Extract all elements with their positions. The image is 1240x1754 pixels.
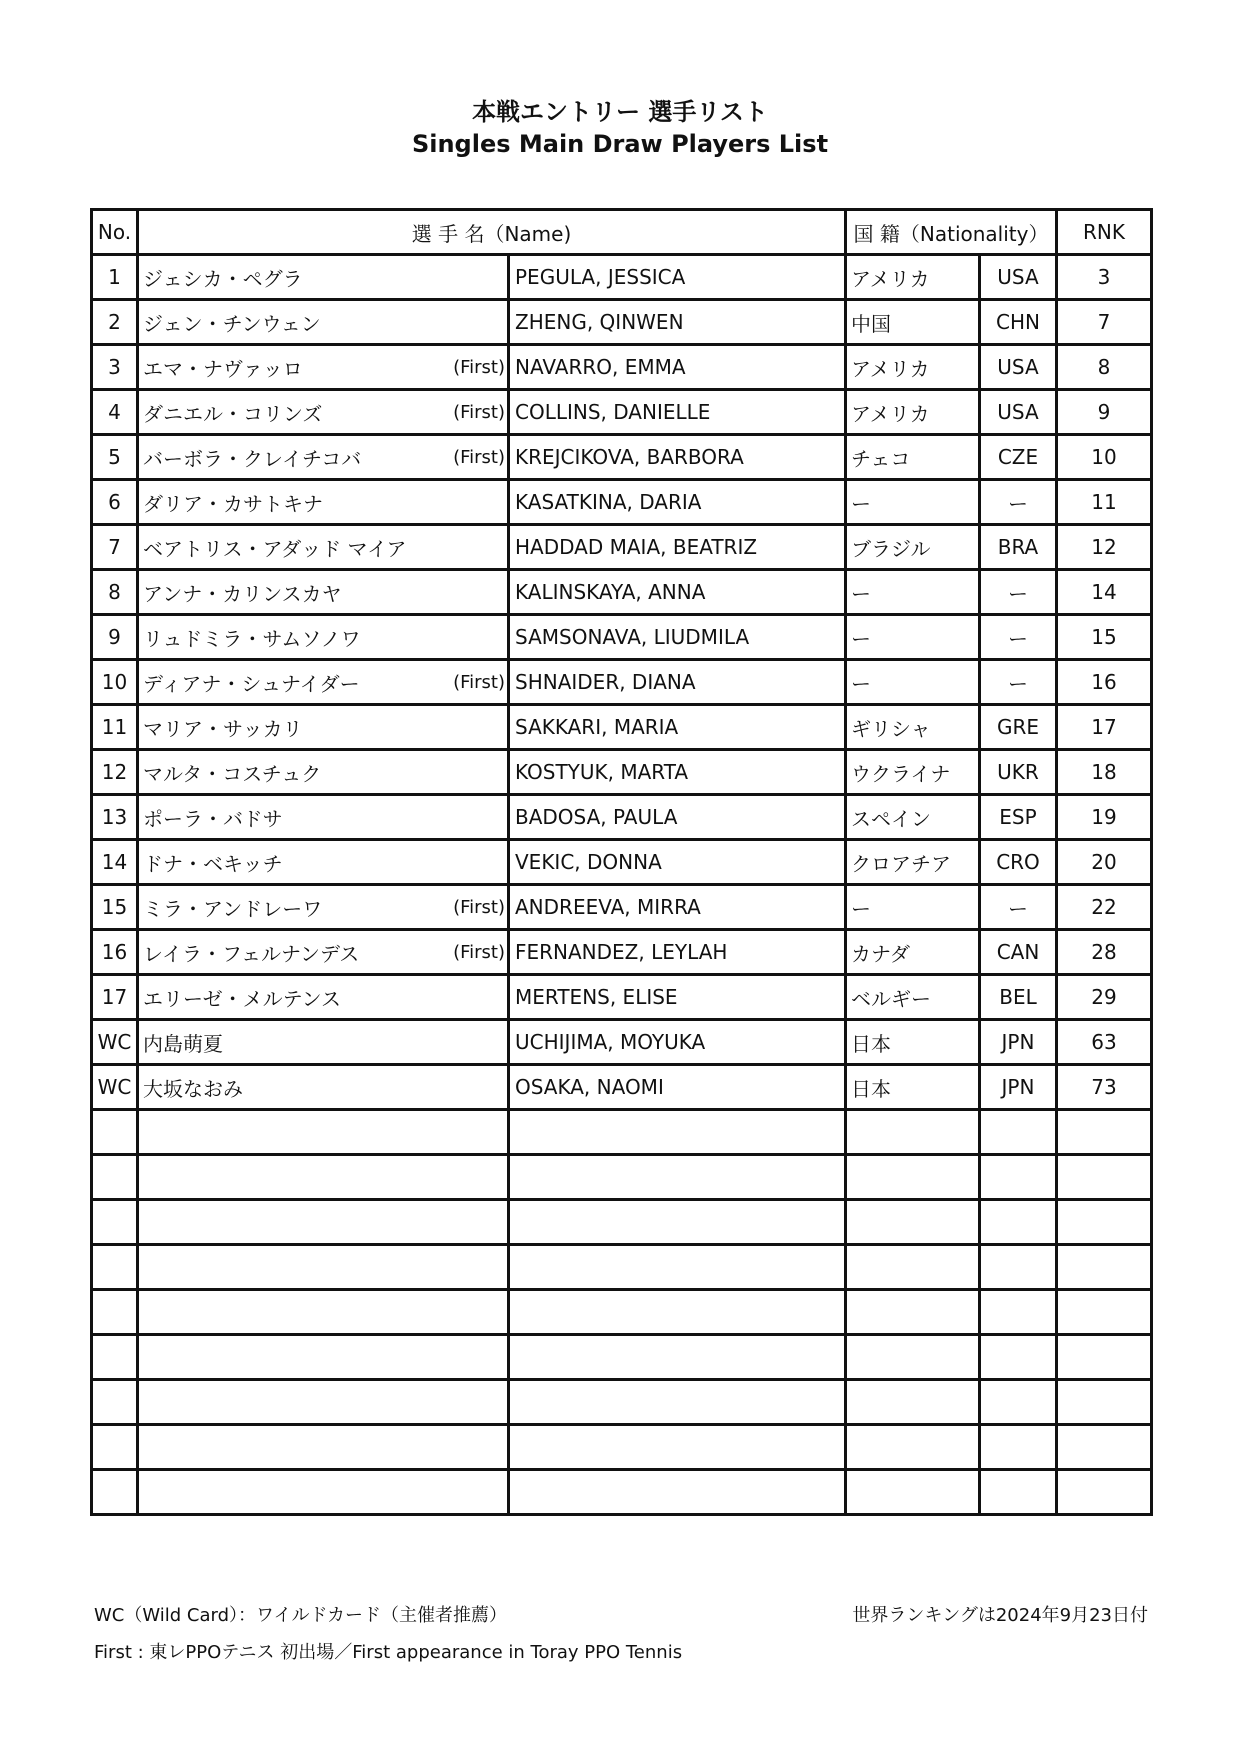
- player-name-jp-cell: [138, 1200, 509, 1245]
- player-name-en: NAVARRO, EMMA: [509, 345, 846, 390]
- player-name-en: [509, 1380, 846, 1425]
- player-name-en: SAMSONAVA, LIUDMILA: [509, 615, 846, 660]
- player-name-jp: アンナ・カリンスカヤ: [143, 581, 342, 606]
- player-rank: 7: [1057, 300, 1152, 345]
- player-name-jp-cell: [138, 1155, 509, 1200]
- player-country-code: [980, 1290, 1057, 1335]
- table-row: [92, 840, 1152, 885]
- player-nationality: ブラジル: [846, 525, 980, 570]
- player-name-jp-cell: [138, 345, 509, 390]
- player-nationality: [846, 1245, 980, 1290]
- table-row: [92, 1020, 1152, 1065]
- player-rank: 3: [1057, 255, 1152, 300]
- player-nationality: ギリシャ: [846, 705, 980, 750]
- player-country-code: ESP: [980, 795, 1057, 840]
- page-title-jp: 本戦エントリー 選手リスト: [472, 98, 768, 126]
- player-rank: 22: [1057, 885, 1152, 930]
- player-country-code: UKR: [980, 750, 1057, 795]
- player-nationality: アメリカ: [846, 390, 980, 435]
- player-no: WC: [92, 1065, 138, 1110]
- table-row: [92, 1425, 1152, 1470]
- player-nationality: アメリカ: [846, 345, 980, 390]
- player-no: 11: [92, 705, 138, 750]
- table-header-row: [92, 210, 1152, 255]
- player-no: WC: [92, 1020, 138, 1065]
- player-country-code: ー: [980, 570, 1057, 615]
- player-no: 12: [92, 750, 138, 795]
- player-name-jp-cell: [138, 390, 509, 435]
- players-table: [90, 208, 1153, 1516]
- player-country-code: [980, 1245, 1057, 1290]
- player-rank: [1057, 1110, 1152, 1155]
- player-nationality: スペイン: [846, 795, 980, 840]
- table-row: [92, 525, 1152, 570]
- player-no: 17: [92, 975, 138, 1020]
- player-rank: [1057, 1380, 1152, 1425]
- player-nationality: [846, 1335, 980, 1380]
- player-name-jp: ディアナ・シュナイダー: [143, 671, 360, 696]
- player-nationality: ー: [846, 660, 980, 705]
- player-name-en: [509, 1155, 846, 1200]
- player-country-code: USA: [980, 390, 1057, 435]
- table-row: [92, 930, 1152, 975]
- player-country-code: JPN: [980, 1020, 1057, 1065]
- player-nationality: [846, 1470, 980, 1515]
- player-name-jp-cell: [138, 480, 509, 525]
- header-nationality: 国 籍（Nationality）: [846, 210, 1057, 255]
- player-country-code: CZE: [980, 435, 1057, 480]
- player-name-jp-cell: [138, 705, 509, 750]
- player-rank: [1057, 1335, 1152, 1380]
- player-country-code: [980, 1425, 1057, 1470]
- player-name-en: VEKIC, DONNA: [509, 840, 846, 885]
- table-row: [92, 390, 1152, 435]
- table-row: [92, 300, 1152, 345]
- player-rank: 20: [1057, 840, 1152, 885]
- player-nationality: カナダ: [846, 930, 980, 975]
- player-rank: 18: [1057, 750, 1152, 795]
- player-country-code: [980, 1380, 1057, 1425]
- player-name-jp-cell: [138, 1020, 509, 1065]
- first-appearance-mark: (First): [453, 401, 505, 423]
- player-country-code: GRE: [980, 705, 1057, 750]
- player-name-jp-cell: [138, 1335, 509, 1380]
- player-name-jp-cell: [138, 300, 509, 345]
- player-rank: 16: [1057, 660, 1152, 705]
- player-nationality: [846, 1200, 980, 1245]
- header-rnk: RNK: [1057, 210, 1152, 255]
- header-no: No.: [92, 210, 138, 255]
- player-rank: 12: [1057, 525, 1152, 570]
- player-nationality: アメリカ: [846, 255, 980, 300]
- player-no: 3: [92, 345, 138, 390]
- page-title-en: Singles Main Draw Players List: [411, 130, 829, 158]
- player-no: [92, 1155, 138, 1200]
- player-nationality: クロアチア: [846, 840, 980, 885]
- player-nationality: ベルギー: [846, 975, 980, 1020]
- player-name-en: ANDREEVA, MIRRA: [509, 885, 846, 930]
- player-name-en: [509, 1200, 846, 1245]
- table-row: [92, 1290, 1152, 1335]
- player-name-jp: エリーゼ・メルテンス: [143, 986, 341, 1011]
- player-country-code: USA: [980, 345, 1057, 390]
- first-appearance-mark: (First): [453, 941, 505, 963]
- player-name-en: KASATKINA, DARIA: [509, 480, 846, 525]
- player-no: 16: [92, 930, 138, 975]
- player-rank: 10: [1057, 435, 1152, 480]
- player-rank: 17: [1057, 705, 1152, 750]
- player-name-en: [509, 1425, 846, 1470]
- player-name-jp-cell: [138, 1290, 509, 1335]
- player-rank: [1057, 1200, 1152, 1245]
- ranking-date-note: 世界ランキングは2024年9月23日付: [852, 1605, 1148, 1626]
- player-no: 9: [92, 615, 138, 660]
- player-name-en: [509, 1110, 846, 1155]
- table-row: [92, 1380, 1152, 1425]
- table-row: [92, 1200, 1152, 1245]
- player-no: 13: [92, 795, 138, 840]
- player-country-code: JPN: [980, 1065, 1057, 1110]
- player-name-jp: ダリア・カサトキナ: [143, 491, 323, 516]
- player-name-en: UCHIJIMA, MOYUKA: [509, 1020, 846, 1065]
- player-nationality: ー: [846, 480, 980, 525]
- table-row: [92, 1155, 1152, 1200]
- player-name-jp: 大坂なおみ: [143, 1076, 243, 1101]
- player-no: [92, 1335, 138, 1380]
- player-name-jp-cell: [138, 885, 509, 930]
- player-no: [92, 1245, 138, 1290]
- player-name-jp-cell: [138, 660, 509, 705]
- table-row: [92, 1335, 1152, 1380]
- player-name-jp-cell: [138, 1065, 509, 1110]
- player-name-en: OSAKA, NAOMI: [509, 1065, 846, 1110]
- player-rank: 8: [1057, 345, 1152, 390]
- player-name-jp-cell: [138, 750, 509, 795]
- player-no: [92, 1290, 138, 1335]
- player-name-jp-cell: [138, 1470, 509, 1515]
- player-rank: 63: [1057, 1020, 1152, 1065]
- table-row: [92, 1245, 1152, 1290]
- player-name-en: [509, 1245, 846, 1290]
- player-name-en: KALINSKAYA, ANNA: [509, 570, 846, 615]
- player-no: [92, 1110, 138, 1155]
- player-country-code: BRA: [980, 525, 1057, 570]
- player-name-jp: エマ・ナヴァッロ: [143, 356, 303, 381]
- player-no: [92, 1470, 138, 1515]
- player-name-en: FERNANDEZ, LEYLAH: [509, 930, 846, 975]
- table-row: [92, 570, 1152, 615]
- table-row: [92, 1065, 1152, 1110]
- header-name: 選 手 名（Name): [138, 210, 846, 255]
- player-nationality: チェコ: [846, 435, 980, 480]
- player-name-en: SHNAIDER, DIANA: [509, 660, 846, 705]
- player-country-code: ー: [980, 885, 1057, 930]
- player-name-jp-cell: [138, 435, 509, 480]
- player-no: [92, 1200, 138, 1245]
- player-name-en: KOSTYUK, MARTA: [509, 750, 846, 795]
- player-no: 5: [92, 435, 138, 480]
- player-name-jp-cell: [138, 1245, 509, 1290]
- player-no: 8: [92, 570, 138, 615]
- player-rank: 73: [1057, 1065, 1152, 1110]
- player-name-en: KREJCIKOVA, BARBORA: [509, 435, 846, 480]
- player-no: 7: [92, 525, 138, 570]
- player-rank: 28: [1057, 930, 1152, 975]
- table-row: [92, 795, 1152, 840]
- player-name-jp-cell: [138, 930, 509, 975]
- player-name-jp: レイラ・フェルナンデス: [143, 941, 360, 966]
- player-name-en: HADDAD MAIA, BEATRIZ: [509, 525, 846, 570]
- player-name-jp: ミラ・アンドレーワ: [143, 896, 323, 921]
- player-country-code: [980, 1155, 1057, 1200]
- player-name-en: PEGULA, JESSICA: [509, 255, 846, 300]
- wildcard-note: WC（Wild Card）：ワイルドカード（主催者推薦）: [94, 1605, 507, 1626]
- player-nationality: 日本: [846, 1065, 980, 1110]
- table-row: [92, 660, 1152, 705]
- player-name-en: BADOSA, PAULA: [509, 795, 846, 840]
- player-name-jp: マルタ・コスチュク: [143, 761, 322, 786]
- player-rank: 29: [1057, 975, 1152, 1020]
- player-rank: 19: [1057, 795, 1152, 840]
- table-row: [92, 1470, 1152, 1515]
- player-name-en: COLLINS, DANIELLE: [509, 390, 846, 435]
- player-nationality: 中国: [846, 300, 980, 345]
- table-row: [92, 480, 1152, 525]
- player-name-jp: 内島萌夏: [143, 1031, 223, 1056]
- player-no: 4: [92, 390, 138, 435]
- player-nationality: ー: [846, 570, 980, 615]
- table-row: [92, 435, 1152, 480]
- player-rank: 15: [1057, 615, 1152, 660]
- player-rows: [92, 255, 1152, 1515]
- player-name-jp-cell: [138, 1425, 509, 1470]
- player-country-code: ー: [980, 660, 1057, 705]
- player-no: [92, 1380, 138, 1425]
- player-country-code: ー: [980, 480, 1057, 525]
- player-no: 14: [92, 840, 138, 885]
- player-country-code: ー: [980, 615, 1057, 660]
- player-name-en: [509, 1470, 846, 1515]
- player-nationality: [846, 1110, 980, 1155]
- player-nationality: [846, 1380, 980, 1425]
- player-nationality: ウクライナ: [846, 750, 980, 795]
- first-appearance-note: First : 東レPPOテニス 初出場／First appearance in Toray PPO Tennis: [94, 1642, 683, 1663]
- player-name-en: SAKKARI, MARIA: [509, 705, 846, 750]
- player-rank: [1057, 1155, 1152, 1200]
- player-country-code: BEL: [980, 975, 1057, 1020]
- player-nationality: [846, 1290, 980, 1335]
- player-name-jp-cell: [138, 840, 509, 885]
- player-name-en: ZHENG, QINWEN: [509, 300, 846, 345]
- player-country-code: [980, 1335, 1057, 1380]
- player-rank: [1057, 1245, 1152, 1290]
- player-name-jp-cell: [138, 615, 509, 660]
- player-rank: [1057, 1290, 1152, 1335]
- first-appearance-mark: (First): [453, 446, 505, 468]
- player-no: 15: [92, 885, 138, 930]
- player-nationality: [846, 1155, 980, 1200]
- player-name-en: MERTENS, ELISE: [509, 975, 846, 1020]
- player-name-jp: リュドミラ・サムソノワ: [143, 626, 361, 651]
- player-name-en: [509, 1290, 846, 1335]
- player-rank: [1057, 1425, 1152, 1470]
- table-row: [92, 885, 1152, 930]
- player-country-code: USA: [980, 255, 1057, 300]
- player-no: [92, 1425, 138, 1470]
- player-name-jp-cell: [138, 975, 509, 1020]
- first-appearance-mark: (First): [453, 356, 505, 378]
- player-name-jp: ジェシカ・ペグラ: [143, 266, 303, 291]
- player-nationality: ー: [846, 615, 980, 660]
- player-name-en: [509, 1335, 846, 1380]
- table-row: [92, 345, 1152, 390]
- player-no: 2: [92, 300, 138, 345]
- player-name-jp: ジェン・チンウェン: [143, 311, 321, 336]
- table-row: [92, 1110, 1152, 1155]
- player-name-jp: ポーラ・バドサ: [143, 806, 283, 831]
- player-no: 10: [92, 660, 138, 705]
- player-name-jp: ドナ・ベキッチ: [143, 851, 283, 876]
- player-name-jp: ダニエル・コリンズ: [143, 401, 323, 426]
- player-rank: 9: [1057, 390, 1152, 435]
- player-nationality: [846, 1425, 980, 1470]
- player-no: 6: [92, 480, 138, 525]
- player-name-jp-cell: [138, 1110, 509, 1155]
- player-country-code: [980, 1110, 1057, 1155]
- player-name-jp: ベアトリス・アダッド マイア: [143, 536, 407, 561]
- player-name-jp-cell: [138, 1380, 509, 1425]
- player-rank: 11: [1057, 480, 1152, 525]
- player-no: 1: [92, 255, 138, 300]
- table-row: [92, 750, 1152, 795]
- player-country-code: [980, 1470, 1057, 1515]
- table-row: [92, 615, 1152, 660]
- player-country-code: CHN: [980, 300, 1057, 345]
- player-country-code: CAN: [980, 930, 1057, 975]
- player-name-jp-cell: [138, 525, 509, 570]
- player-rank: 14: [1057, 570, 1152, 615]
- player-name-jp-cell: [138, 570, 509, 615]
- player-name-jp: マリア・サッカリ: [143, 716, 303, 741]
- player-country-code: [980, 1200, 1057, 1245]
- table-row: [92, 705, 1152, 750]
- player-rank: [1057, 1470, 1152, 1515]
- player-nationality: ー: [846, 885, 980, 930]
- table-row: [92, 255, 1152, 300]
- player-nationality: 日本: [846, 1020, 980, 1065]
- player-country-code: CRO: [980, 840, 1057, 885]
- player-name-jp-cell: [138, 255, 509, 300]
- first-appearance-mark: (First): [453, 671, 505, 693]
- first-appearance-mark: (First): [453, 896, 505, 918]
- player-name-jp-cell: [138, 795, 509, 840]
- player-name-jp: バーボラ・クレイチコバ: [143, 446, 362, 471]
- table-row: [92, 975, 1152, 1020]
